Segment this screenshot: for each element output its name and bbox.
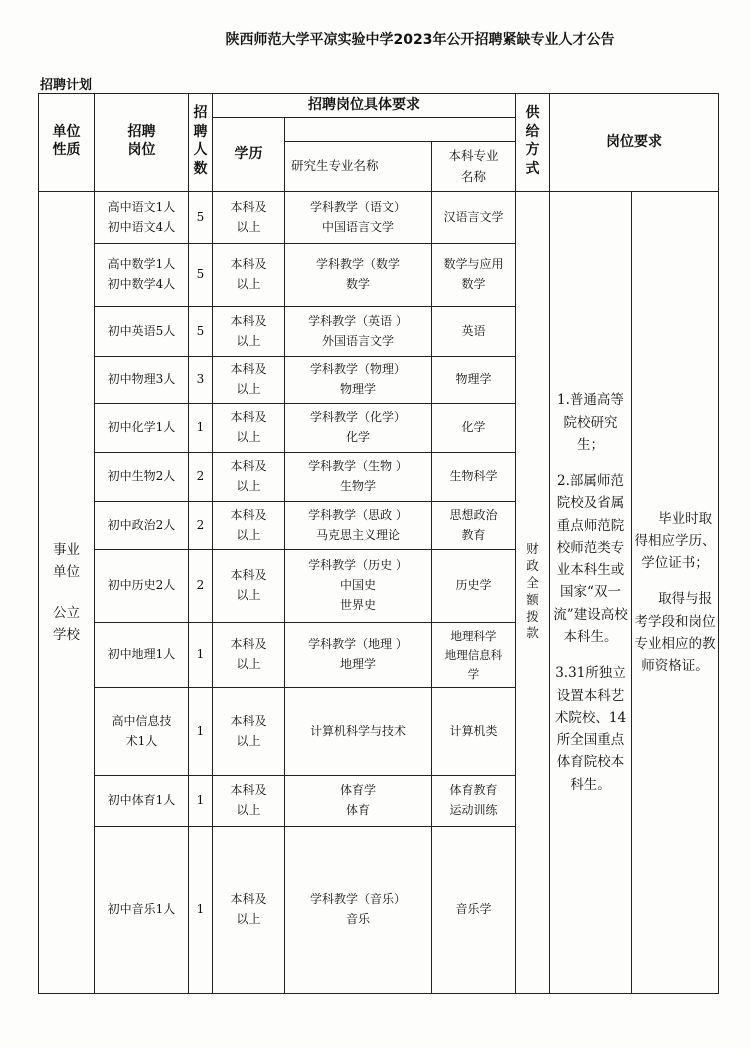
requirement-3: 3.31所独立设置本科艺术院校、14所全国重点体育院校本科生。 xyxy=(554,665,627,793)
grad-major-cell: 学科教学（历史 ） 中国史 世界史 xyxy=(285,550,432,623)
header-position-requirements: 岗位要求 xyxy=(550,94,719,192)
education-cell: 本科及 以上 xyxy=(213,244,285,307)
certificate-requirement-2: 取得与报考学段和岗位专业相应的教师资格证。 xyxy=(634,591,716,675)
education-cell: 本科及 以上 xyxy=(213,623,285,688)
undergrad-major-cell: 音乐学 xyxy=(432,827,516,994)
education-cell: 本科及 以上 xyxy=(213,192,285,244)
position-cell: 初中物理3人 xyxy=(95,357,189,404)
supply-method-cell: 财政全额拨款 xyxy=(516,192,550,994)
position-cell: 初中政治2人 xyxy=(95,502,189,550)
undergrad-major-cell: 体育教育 运动训练 xyxy=(432,776,516,827)
grad-major-cell: 计算机科学与技术 xyxy=(285,688,432,776)
count-cell: 1 xyxy=(189,404,213,453)
header-supply-method: 供给方式 xyxy=(516,94,550,192)
undergrad-major-cell: 汉语言文学 xyxy=(432,192,516,244)
header-position: 招聘岗位 xyxy=(95,94,189,192)
education-cell: 本科及 以上 xyxy=(213,453,285,502)
undergrad-major-cell: 数学与应用 数学 xyxy=(432,244,516,307)
unit-nature-cell: 事业 单位 公立 学校 xyxy=(39,192,95,994)
table-row xyxy=(39,192,719,244)
header-grad-major: 研究生专业名称 xyxy=(285,142,432,192)
position-cell: 初中历史2人 xyxy=(95,550,189,623)
position-cell: 高中数学1人 初中数学4人 xyxy=(95,244,189,307)
document-title: 陕西师范大学平凉实验中学2023年公开招聘紧缺专业人才公告 xyxy=(225,32,615,48)
recruitment-table xyxy=(38,93,719,994)
position-cell: 初中体育1人 xyxy=(95,776,189,827)
grad-major-cell: 学科教学（英语 ） 外国语言文学 xyxy=(285,307,432,357)
certificate-requirement-1: 毕业时取得相应学历、学位证书； xyxy=(634,510,716,572)
requirement-1: 1.普通高等院校研究生； xyxy=(557,392,624,453)
position-cell: 初中化学1人 xyxy=(95,404,189,453)
education-cell: 本科及 以上 xyxy=(213,307,285,357)
count-cell: 1 xyxy=(189,827,213,994)
education-cell: 本科及 以上 xyxy=(213,827,285,994)
grad-major-cell: 学科教学（地理 ） 地理学 xyxy=(285,623,432,688)
count-cell: 3 xyxy=(189,357,213,404)
undergrad-major-cell: 生物科学 xyxy=(432,453,516,502)
grad-major-cell: 学科教学（化学） 化学 xyxy=(285,404,432,453)
count-cell: 2 xyxy=(189,502,213,550)
grad-major-cell: 学科教学（物理） 物理学 xyxy=(285,357,432,404)
undergrad-major-cell: 化学 xyxy=(432,404,516,453)
position-cell: 高中语文1人 初中语文4人 xyxy=(95,192,189,244)
count-cell: 1 xyxy=(189,623,213,688)
undergrad-major-cell: 计算机类 xyxy=(432,688,516,776)
header-specific-requirements: 招聘岗位具体要求 xyxy=(213,94,516,118)
header-row-1 xyxy=(39,94,719,118)
position-cell: 高中信息技 术1人 xyxy=(95,688,189,776)
grad-major-cell: 学科教学（生物 ） 生物学 xyxy=(285,453,432,502)
undergrad-major-cell: 思想政治 教育 xyxy=(432,502,516,550)
header-blank-cell xyxy=(285,118,516,142)
grad-major-cell: 学科教学（思政 ） 马克思主义理论 xyxy=(285,502,432,550)
count-cell: 5 xyxy=(189,192,213,244)
count-cell: 1 xyxy=(189,688,213,776)
section-label: 招聘计划 xyxy=(40,78,93,93)
undergrad-major-cell: 物理学 xyxy=(432,357,516,404)
count-cell: 2 xyxy=(189,453,213,502)
education-cell: 本科及 以上 xyxy=(213,357,285,404)
education-cell: 本科及 以上 xyxy=(213,776,285,827)
education-cell: 本科及 以上 xyxy=(213,502,285,550)
count-cell: 5 xyxy=(189,244,213,307)
education-cell: 本科及 以上 xyxy=(213,404,285,453)
undergrad-major-cell: 历史学 xyxy=(432,550,516,623)
undergrad-major-cell: 地理科学 地理信息科 学 xyxy=(432,623,516,688)
header-unit-nature: 单位性质 xyxy=(39,94,95,192)
requirement-2: 2.部属师范院校及省属重点师范院校师范类专业本科生或国家“双一流”建设高校本科生。 xyxy=(553,473,628,645)
undergrad-major-cell: 英语 xyxy=(432,307,516,357)
header-education: 学历 xyxy=(213,118,285,192)
requirements-education-cell xyxy=(550,192,632,994)
position-cell: 初中地理1人 xyxy=(95,623,189,688)
grad-major-cell: 学科教学（音乐） 音乐 xyxy=(285,827,432,994)
position-cell: 初中生物2人 xyxy=(95,453,189,502)
grad-major-cell: 学科教学（语文） 中国语言文学 xyxy=(285,192,432,244)
header-undergrad-major: 本科专业名称 xyxy=(432,142,516,192)
count-cell: 5 xyxy=(189,307,213,357)
header-count: 招聘人数 xyxy=(189,94,213,192)
count-cell: 2 xyxy=(189,550,213,623)
education-cell: 本科及 以上 xyxy=(213,550,285,623)
education-cell: 本科及 以上 xyxy=(213,688,285,776)
grad-major-cell: 体育学 体育 xyxy=(285,776,432,827)
position-cell: 初中英语5人 xyxy=(95,307,189,357)
grad-major-cell: 学科教学（数学 数学 xyxy=(285,244,432,307)
position-cell: 初中音乐1人 xyxy=(95,827,189,994)
requirements-certificate-cell xyxy=(632,192,719,994)
count-cell: 1 xyxy=(189,776,213,827)
